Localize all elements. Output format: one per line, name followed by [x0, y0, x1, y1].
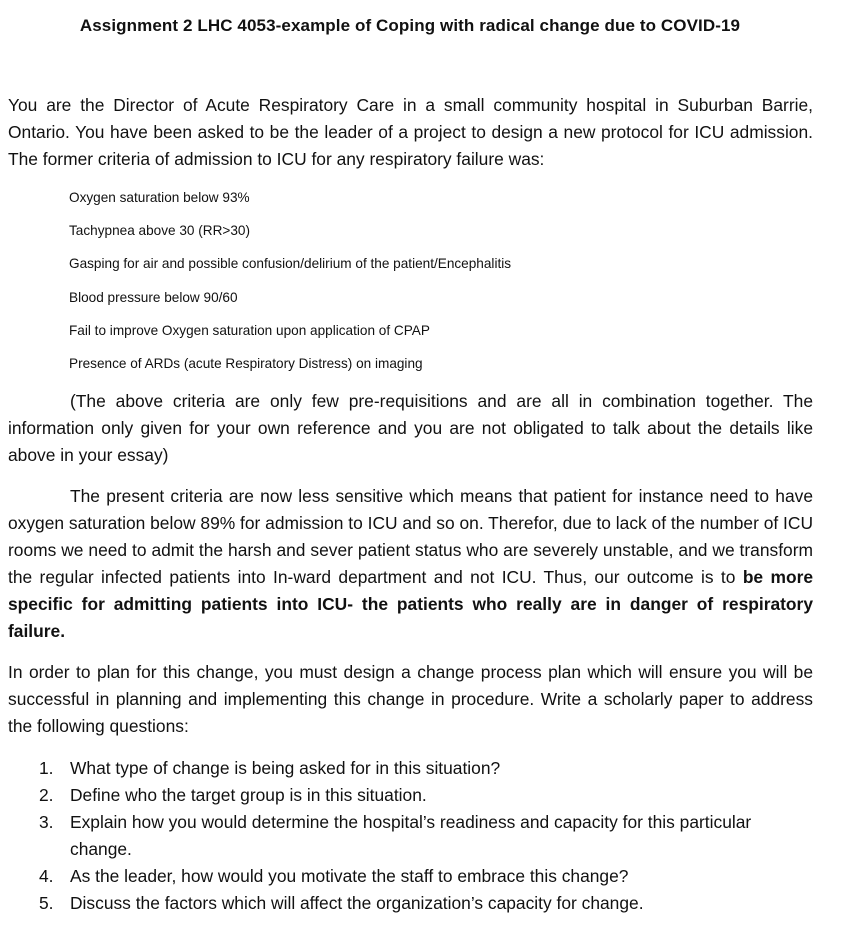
criteria-item: Presence of ARDs (acute Respiratory Distress) on imaging	[69, 355, 423, 371]
question-text: Discuss the factors which will affect the organization’s capacity for change.	[70, 893, 644, 913]
criteria-item: Tachypnea above 30 (RR>30)	[69, 223, 250, 239]
question-number: 1.	[39, 758, 54, 778]
criteria-item: Oxygen saturation below 93%	[69, 190, 250, 205]
questions-list	[8, 755, 813, 917]
question-text: What type of change is being asked for in this situation?	[70, 758, 501, 778]
question-number: 4.	[39, 866, 54, 886]
question-item	[8, 782, 813, 809]
question-number: 5.	[39, 893, 54, 913]
question-item	[8, 890, 813, 917]
document-title: Assignment 2 LHC 4053-example of Coping with radical change due to COVID-19	[79, 16, 741, 35]
criteria-item: Gasping for air and possible confusion/delirium of the patient/Encephalitis	[69, 256, 512, 272]
question-number: 2.	[39, 785, 54, 805]
note-paragraph: (The above criteria are only few pre-requisitions and are all in combination together. The information only given for your own reference and you are not obligated to talk about the details like above in your essay)	[8, 391, 813, 465]
question-item	[8, 863, 813, 890]
intro-paragraph: You are the Director of Acute Respiratory Care in a small community hospital in Suburban Barrie, Ontario. You have been asked to be the leader of a project to design a new protocol for ICU admission. The former criteria of admission to ICU for any respiratory failure was:	[8, 95, 813, 169]
question-text: As the leader, how would you motivate the staff to embrace this change?	[70, 866, 629, 886]
present-criteria-paragraph	[8, 483, 813, 645]
question-item	[8, 755, 813, 782]
question-item	[8, 809, 813, 863]
present-criteria-text: The present criteria are now less sensitive which means that patient for instance need to have oxygen saturation below 89% for admission to ICU and so on. Therefor, due to lack of the number of ICU rooms we need to admit the harsh and sever patient status who are severely unstable, and we transform the regular infected patients into In-ward department and not ICU. Thus, our outcome is to	[8, 486, 813, 587]
outcome-bold-text: be more specific for admitting patients into ICU- the patients who really are in danger of respiratory failure.	[8, 567, 814, 641]
plan-paragraph: In order to plan for this change, you must design a change process plan which will ensure you will be successful in planning and implementing this change in procedure. Write a scholarly paper to address the following questions:	[8, 662, 813, 736]
former-criteria-list	[69, 188, 511, 387]
question-number: 3.	[39, 812, 54, 832]
question-text: Define who the target group is in this situation.	[70, 785, 427, 805]
question-text: Explain how you would determine the hospital’s readiness and capacity for this particular change.	[70, 812, 752, 859]
criteria-item: Blood pressure below 90/60	[69, 289, 238, 305]
criteria-item: Fail to improve Oxygen saturation upon application of CPAP	[69, 322, 430, 338]
